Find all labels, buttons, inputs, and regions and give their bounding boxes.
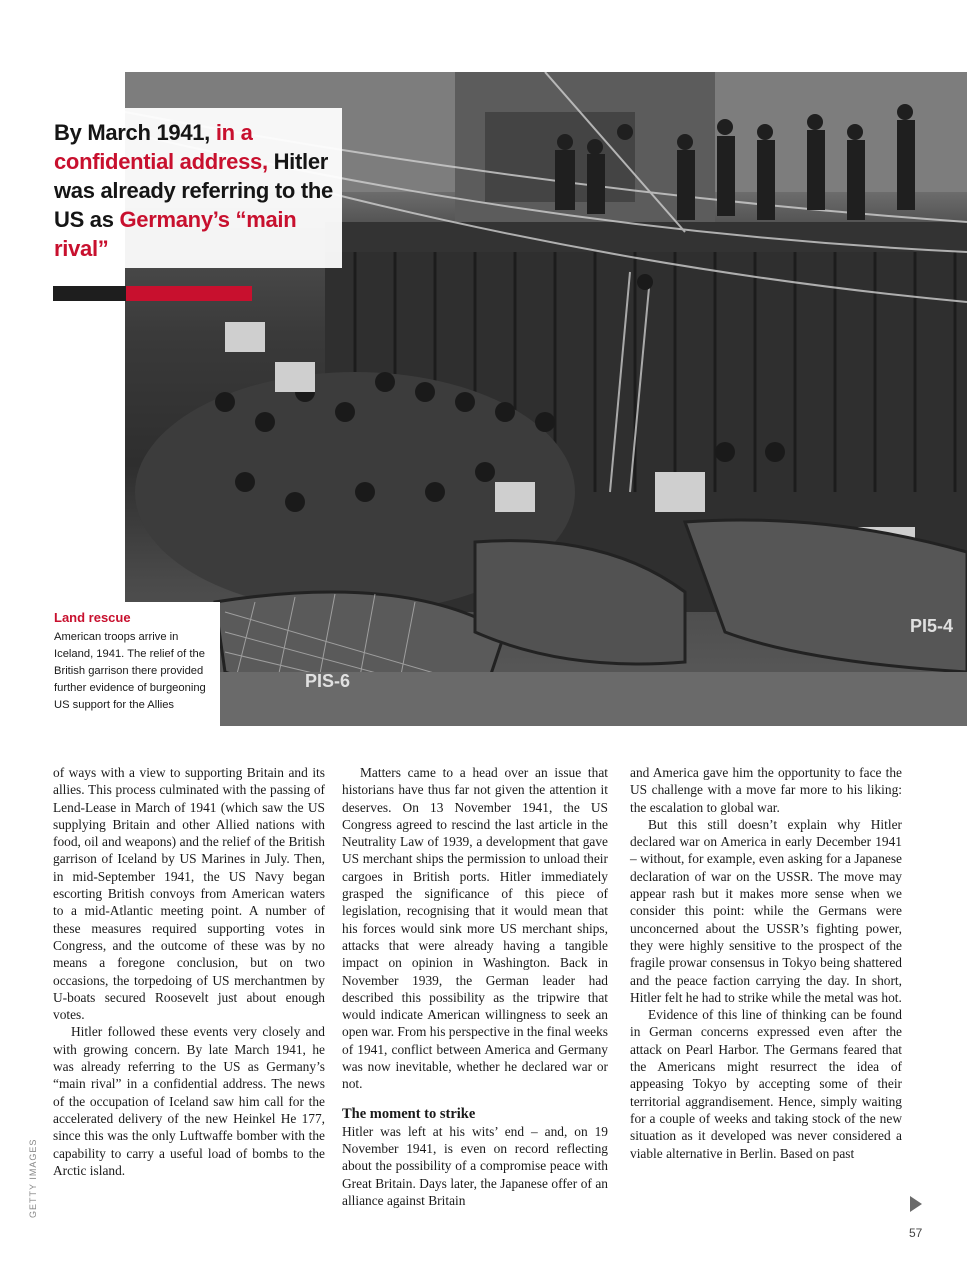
- paragraph: Evidence of this line of thinking can be found in German concerns expressed even after the attack on Pearl Harbor. The Germans feared that the Americans might resurrect the idea of appeasing Tokyo by accepting some of their territorial aggrandisement. Hence, simply waiting for a couple of weeks and taking stock of the new situation as it developed was never considered a viable alternative in Berlin. Based on past: [630, 1007, 902, 1161]
- continue-arrow-icon: [910, 1196, 922, 1212]
- page-number: 57: [909, 1226, 923, 1240]
- boat-label-1: PIS-6: [305, 671, 351, 691]
- pull-quote-part-2: in a confidential address,: [54, 120, 268, 174]
- pull-quote-part-4: Germany’s “main rival”: [54, 207, 297, 261]
- paragraph: Hitler followed these events very closely and with growing concern. By late March 1941, he was already referring to the US as Germany’s “main rival” in a confidential address. The news of the occupation of Iceland saw him call for the accelerated delivery of the new Heinkel He 177, since this was the only Luftwaffe bomber with the capability to carry a useful load of bombs to the Arctic island.: [53, 1024, 325, 1178]
- paragraph: and America gave him the opportunity to face the US challenge with a move far more to his liking: the escalation to global war.: [630, 765, 902, 815]
- photo-caption: [40, 602, 220, 726]
- pull-quote-text: [54, 118, 339, 263]
- photo-credit: GETTY IMAGES: [28, 1138, 38, 1218]
- pull-quote-part-1: By March 1941,: [54, 120, 216, 145]
- article-column-3: [630, 764, 902, 1162]
- caption-title: Land rescue: [54, 610, 131, 625]
- pull-quote: [40, 108, 342, 268]
- paragraph: of ways with a view to supporting Britain and its allies. This process culminated with the passing of Lend-Lease in March of 1941 (which saw the US supplying Britain and other Allied nations with food, oil and weapons) and the relief of the British garrison of Iceland by US Marines in July. Then, in mid-September 1941, the US Navy began escorting British convoys from American waters to a mid-Atlantic meeting point. A number of these measures required supporting votes in Congress, and the outcome of these was by no means a foregone conclusion, but on two occasions, the torpedoing of US merchantmen by U-boats secured Roosevelt just about enough votes.: [53, 765, 325, 1023]
- pull-quote-part-3: Hitler was already referring to the US as: [54, 149, 333, 232]
- decorative-rule-red: [126, 286, 252, 301]
- caption-body: American troops arrive in Iceland, 1941. The relief of the British garrison there provided further evidence of burgeoning US support for the Allies: [54, 631, 206, 711]
- article-column-2: [342, 764, 608, 1209]
- boat-label-2: PI5-4: [910, 616, 954, 636]
- paragraph: Hitler was left at his wits’ end – and, on 19 November 1941, is even on record reflecting about the possibility of a compromise peace with Great Britain. Days later, the Japanese offer of an alliance against Britain: [342, 1123, 608, 1208]
- paragraph: Matters came to a head over an issue that historians have thus far not given the attention it deserves. On 13 November 1941, the US Congress agreed to rescind the last article in the Neutrality Law of 1939, a development that gave US merchant ships the permission to unload their cargoes in British ports. Hitler immediately grasped the significance of this piece of legislation, recognising that it would mean that his forces would sink more US merchant ships, attacks that were already having a tangible impact on opinion in Washington. Back in November 1939, the German leader had described this possibility as the tripwire that would indicate American willingness to seek an open war. From his perspective in the final weeks of 1941, conflict between America and Germany was now inevitable, whether he declared war or not.: [342, 765, 608, 1092]
- decorative-rule-black: [53, 286, 126, 301]
- paragraph: But this still doesn’t explain why Hitler declared war on America in early December 1941 – without, for example, even asking for a Japanese declaration of war on the USSR. The move may appear rash but it makes more sense when we consider this point: while the Germans were unconcerned about the USSR’s fighting power, they were highly sensitive to the prospect of the fragile prowar consensus in Tokyo being shattered and the peace faction carrying the day. In short, Hitler felt he had to strike while the metal was hot.: [630, 816, 902, 1005]
- subheading: The moment to strike: [342, 1105, 476, 1122]
- article-column-1: [53, 764, 325, 1179]
